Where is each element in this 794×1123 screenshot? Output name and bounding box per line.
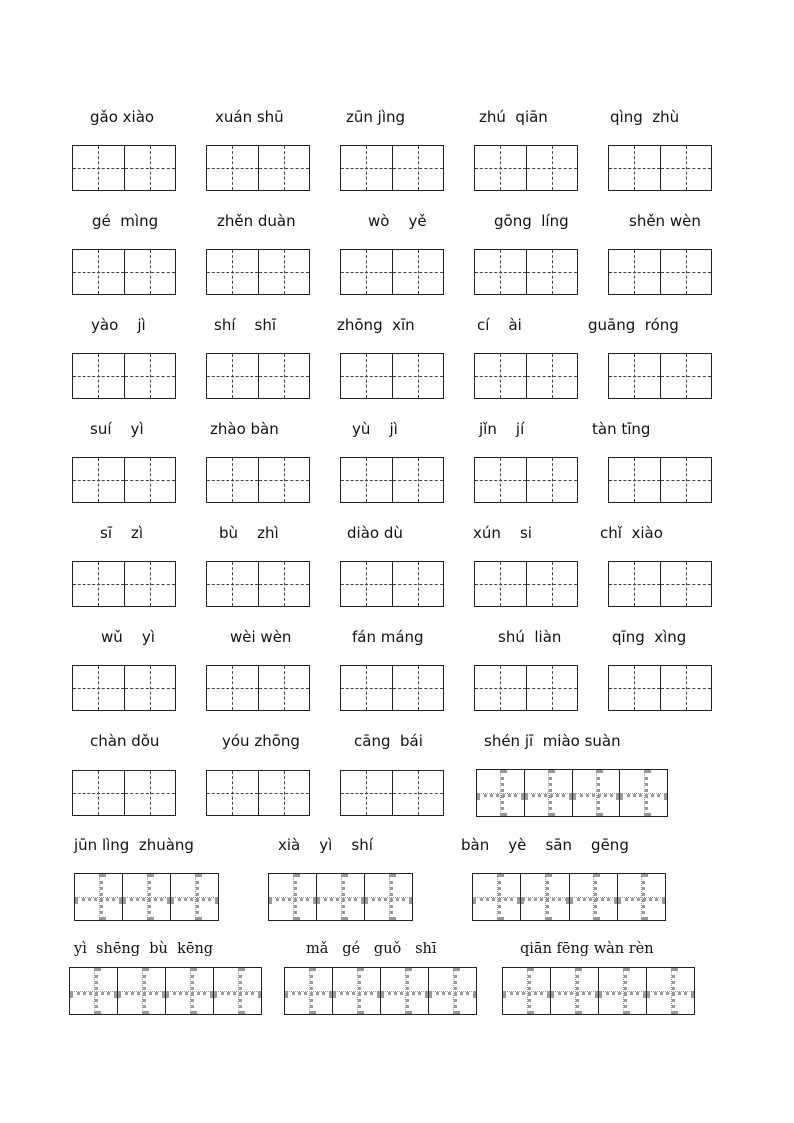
writing-grid[interactable] xyxy=(206,665,310,711)
writing-grid[interactable] xyxy=(608,665,712,711)
writing-grid[interactable] xyxy=(608,249,712,295)
pinyin-label: shěn wèn xyxy=(629,212,701,230)
pinyin-label: wò yě xyxy=(368,212,427,230)
writing-grid[interactable] xyxy=(206,457,310,503)
pinyin-label: qīng xìng xyxy=(612,628,687,646)
writing-grid[interactable] xyxy=(72,561,176,607)
writing-grid[interactable] xyxy=(72,249,176,295)
pinyin-label: qìng zhù xyxy=(610,108,680,126)
writing-grid[interactable] xyxy=(502,967,695,1015)
pinyin-label: xún si xyxy=(473,524,532,542)
writing-grid[interactable] xyxy=(284,967,477,1015)
pinyin-label: yù jì xyxy=(352,420,398,438)
pinyin-label: jūn lìng zhuàng xyxy=(74,836,194,854)
pinyin-label: gǎo xiào xyxy=(90,108,155,126)
pinyin-label: wǔ yì xyxy=(101,628,155,646)
pinyin-label: zhú qiān xyxy=(479,108,548,126)
pinyin-label: guāng róng xyxy=(588,316,679,334)
pinyin-label: cí ài xyxy=(477,316,522,334)
writing-grid[interactable] xyxy=(268,873,413,921)
pinyin-label: xuán shū xyxy=(215,108,284,126)
writing-grid[interactable] xyxy=(476,769,668,817)
pinyin-label: chàn dǒu xyxy=(90,732,160,750)
writing-grid[interactable] xyxy=(472,873,666,921)
pinyin-label: fán máng xyxy=(352,628,424,646)
writing-grid[interactable] xyxy=(474,665,578,711)
writing-grid[interactable] xyxy=(72,353,176,399)
pinyin-label: gōng líng xyxy=(494,212,569,230)
pinyin-label: wèi wèn xyxy=(230,628,292,646)
writing-grid[interactable] xyxy=(340,145,444,191)
writing-grid[interactable] xyxy=(206,770,310,816)
pinyin-label: qiān fēng wàn rèn xyxy=(520,941,654,957)
writing-grid[interactable] xyxy=(206,249,310,295)
pinyin-label: shí shī xyxy=(214,316,277,334)
writing-grid[interactable] xyxy=(474,145,578,191)
writing-grid[interactable] xyxy=(608,145,712,191)
writing-grid[interactable] xyxy=(72,770,176,816)
writing-grid[interactable] xyxy=(474,457,578,503)
pinyin-label: jǐn jí xyxy=(479,420,525,438)
writing-grid[interactable] xyxy=(608,457,712,503)
pinyin-label: tàn tīng xyxy=(592,420,651,438)
pinyin-label: bàn yè sān gēng xyxy=(461,836,629,854)
writing-grid[interactable] xyxy=(340,249,444,295)
writing-grid[interactable] xyxy=(474,561,578,607)
pinyin-label: shú liàn xyxy=(498,628,562,646)
writing-grid[interactable] xyxy=(206,561,310,607)
pinyin-label: zūn jìng xyxy=(346,108,406,126)
pinyin-label: bù zhì xyxy=(219,524,279,542)
pinyin-label: gé mìng xyxy=(92,212,159,230)
pinyin-label: xià yì shí xyxy=(278,836,373,854)
writing-grid[interactable] xyxy=(72,457,176,503)
pinyin-label: yào jì xyxy=(91,316,146,334)
pinyin-label: diào dù xyxy=(347,524,403,542)
writing-grid[interactable] xyxy=(72,665,176,711)
writing-grid[interactable] xyxy=(74,873,219,921)
pinyin-label: yì shēng bù kēng xyxy=(74,941,214,957)
writing-grid[interactable] xyxy=(206,145,310,191)
writing-grid[interactable] xyxy=(72,145,176,191)
writing-grid[interactable] xyxy=(340,665,444,711)
pinyin-label: zhěn duàn xyxy=(217,212,296,230)
writing-grid[interactable] xyxy=(608,353,712,399)
writing-grid[interactable] xyxy=(340,770,444,816)
writing-grid[interactable] xyxy=(474,353,578,399)
pinyin-label: suí yì xyxy=(90,420,144,438)
writing-grid[interactable] xyxy=(608,561,712,607)
pinyin-label: zhào bàn xyxy=(210,420,279,438)
writing-grid[interactable] xyxy=(340,457,444,503)
pinyin-label: zhōng xīn xyxy=(337,316,415,334)
writing-grid[interactable] xyxy=(474,249,578,295)
writing-grid[interactable] xyxy=(340,353,444,399)
pinyin-label: shén jī miào suàn xyxy=(484,732,621,750)
writing-grid[interactable] xyxy=(206,353,310,399)
pinyin-label: yóu zhōng xyxy=(222,732,300,750)
pinyin-label: sī zì xyxy=(100,524,144,542)
pinyin-label: mǎ gé guǒ shī xyxy=(306,941,437,957)
writing-grid[interactable] xyxy=(69,967,262,1015)
writing-grid[interactable] xyxy=(340,561,444,607)
pinyin-label: chǐ xiào xyxy=(600,524,663,542)
pinyin-label: cāng bái xyxy=(354,732,423,750)
